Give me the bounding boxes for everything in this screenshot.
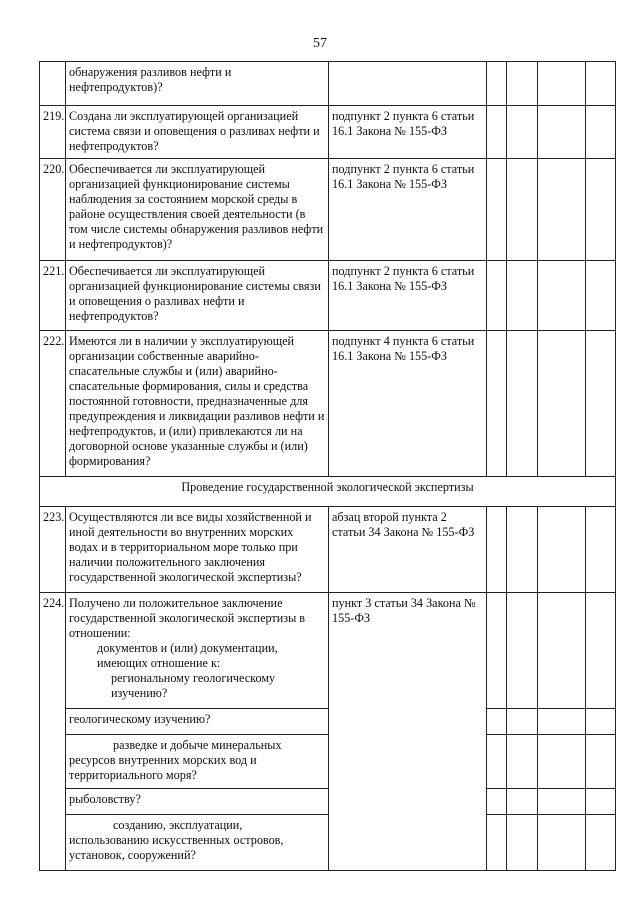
answer-cell-no[interactable]	[507, 789, 538, 815]
question-docs: документов и (или) документации, имеющих отношение к:	[97, 641, 278, 670]
question-text: обнаружения разливов нефти и нефтепродуктов)?	[66, 62, 329, 106]
answer-cell-yes[interactable]	[487, 261, 507, 331]
question-sub-islands-text: созданию, эксплуатации, использованию искусственных островов, установок, сооружений?	[69, 818, 284, 862]
answer-cell-na[interactable]	[538, 261, 586, 331]
answer-cell-no[interactable]	[507, 507, 538, 593]
question-lead: Получено ли положительное заключение государственной экологической экспертизы в отношении:	[69, 596, 306, 640]
answer-cell-yes[interactable]	[487, 789, 507, 815]
checklist-table	[39, 61, 616, 871]
table-row	[40, 593, 616, 709]
question-sub-fishing: рыболовству?	[66, 789, 329, 815]
answer-cell-yes[interactable]	[487, 735, 507, 789]
answer-cell-na[interactable]	[538, 159, 586, 261]
answer-cell-yes[interactable]	[487, 507, 507, 593]
question-text: Обеспечивается ли эксплуатирующей организацией функционирование системы связи и оповещения о разливах нефти и нефтепродуктов?	[66, 261, 329, 331]
question-sub-islands	[66, 815, 329, 871]
answer-cell-no[interactable]	[507, 709, 538, 735]
table-row	[40, 106, 616, 159]
question-text: Осуществляются ли все виды хозяйственной и иной деятельности во внутренних морских водах и в территориальном море только при наличии положительного заключения государственной экологической экспертизы?	[66, 507, 329, 593]
section-row	[40, 477, 616, 507]
answer-cell-na[interactable]	[538, 735, 586, 789]
legal-reference: подпункт 4 пункта 6 статьи 16.1 Закона № 155-ФЗ	[329, 331, 487, 477]
answer-cell-no[interactable]	[507, 62, 538, 106]
question-sub-geological: геологическому изучению?	[66, 709, 329, 735]
answer-cell-yes[interactable]	[487, 159, 507, 261]
answer-cell-note[interactable]	[586, 789, 616, 815]
legal-reference: подпункт 2 пункта 6 статьи 16.1 Закона № 155-ФЗ	[329, 106, 487, 159]
answer-cell-na[interactable]	[538, 815, 586, 871]
answer-cell-note[interactable]	[586, 159, 616, 261]
answer-cell-na[interactable]	[538, 106, 586, 159]
row-number: 223.	[40, 507, 66, 593]
question-text: Создана ли эксплуатирующей организацией система связи и оповещения о разливах нефти и нефтепродуктов?	[66, 106, 329, 159]
question-text	[66, 593, 329, 709]
answer-cell-no[interactable]	[507, 593, 538, 709]
legal-reference: абзац второй пункта 2 статьи 34 Закона № 155-ФЗ	[329, 507, 487, 593]
table-row	[40, 735, 616, 789]
answer-cell-na[interactable]	[538, 507, 586, 593]
table-row	[40, 331, 616, 477]
question-sub-regional: региональному геологическому изучению?	[111, 671, 276, 700]
row-number: 220.	[40, 159, 66, 261]
row-number: 219.	[40, 106, 66, 159]
legal-reference: подпункт 2 пункта 6 статьи 16.1 Закона № 155-ФЗ	[329, 159, 487, 261]
answer-cell-yes[interactable]	[487, 593, 507, 709]
answer-cell-no[interactable]	[507, 815, 538, 871]
answer-cell-no[interactable]	[507, 261, 538, 331]
answer-cell-no[interactable]	[507, 106, 538, 159]
answer-cell-yes[interactable]	[487, 106, 507, 159]
answer-cell-note[interactable]	[586, 593, 616, 709]
row-number	[40, 62, 66, 106]
answer-cell-na[interactable]	[538, 709, 586, 735]
answer-cell-na[interactable]	[538, 62, 586, 106]
answer-cell-note[interactable]	[586, 261, 616, 331]
row-number: 224.	[40, 593, 66, 871]
question-text: Обеспечивается ли эксплуатирующей организацией функционирование системы наблюдения за состоянием морской среды в районе осуществления своей деятельности (в том числе системы обнаружения разливов нефти и нефтепродуктов)?	[66, 159, 329, 261]
answer-cell-yes[interactable]	[487, 815, 507, 871]
answer-cell-note[interactable]	[586, 331, 616, 477]
table-row	[40, 507, 616, 593]
answer-cell-no[interactable]	[507, 331, 538, 477]
legal-reference: подпункт 2 пункта 6 статьи 16.1 Закона № 155-ФЗ	[329, 261, 487, 331]
answer-cell-note[interactable]	[586, 815, 616, 871]
answer-cell-no[interactable]	[507, 735, 538, 789]
legal-reference	[329, 62, 487, 106]
table-row	[40, 261, 616, 331]
answer-cell-yes[interactable]	[487, 709, 507, 735]
answer-cell-note[interactable]	[586, 507, 616, 593]
answer-cell-yes[interactable]	[487, 62, 507, 106]
row-number: 221.	[40, 261, 66, 331]
answer-cell-na[interactable]	[538, 789, 586, 815]
table-row	[40, 789, 616, 815]
answer-cell-no[interactable]	[507, 159, 538, 261]
question-sub-mining-text: разведке и добыче минеральных ресурсов внутренних морских вод и территориального моря?	[69, 738, 282, 782]
table-row	[40, 709, 616, 735]
answer-cell-na[interactable]	[538, 593, 586, 709]
answer-cell-note[interactable]	[586, 735, 616, 789]
section-heading: Проведение государственной экологической экспертизы	[40, 477, 616, 507]
page-number: 57	[313, 36, 327, 51]
answer-cell-note[interactable]	[586, 709, 616, 735]
row-number: 222.	[40, 331, 66, 477]
table-row	[40, 159, 616, 261]
question-sub-mining	[66, 735, 329, 789]
legal-reference: пункт 3 статьи 34 Закона № 155-ФЗ	[329, 593, 487, 871]
table-row	[40, 62, 616, 106]
answer-cell-note[interactable]	[586, 106, 616, 159]
answer-cell-yes[interactable]	[487, 331, 507, 477]
table-row	[40, 815, 616, 871]
answer-cell-note[interactable]	[586, 62, 616, 106]
question-text: Имеются ли в наличии у эксплуатирующей организации собственные аварийно-спасательные службы и (или) аварийно-спасательные формирования, силы и средства постоянной готовности, предназначенные для предупреждения и ликвидации разливов нефти и нефтепродуктов, и (или) привлекаются ли на договорной основе указанные службы и (или) формирования?	[66, 331, 329, 477]
answer-cell-na[interactable]	[538, 331, 586, 477]
